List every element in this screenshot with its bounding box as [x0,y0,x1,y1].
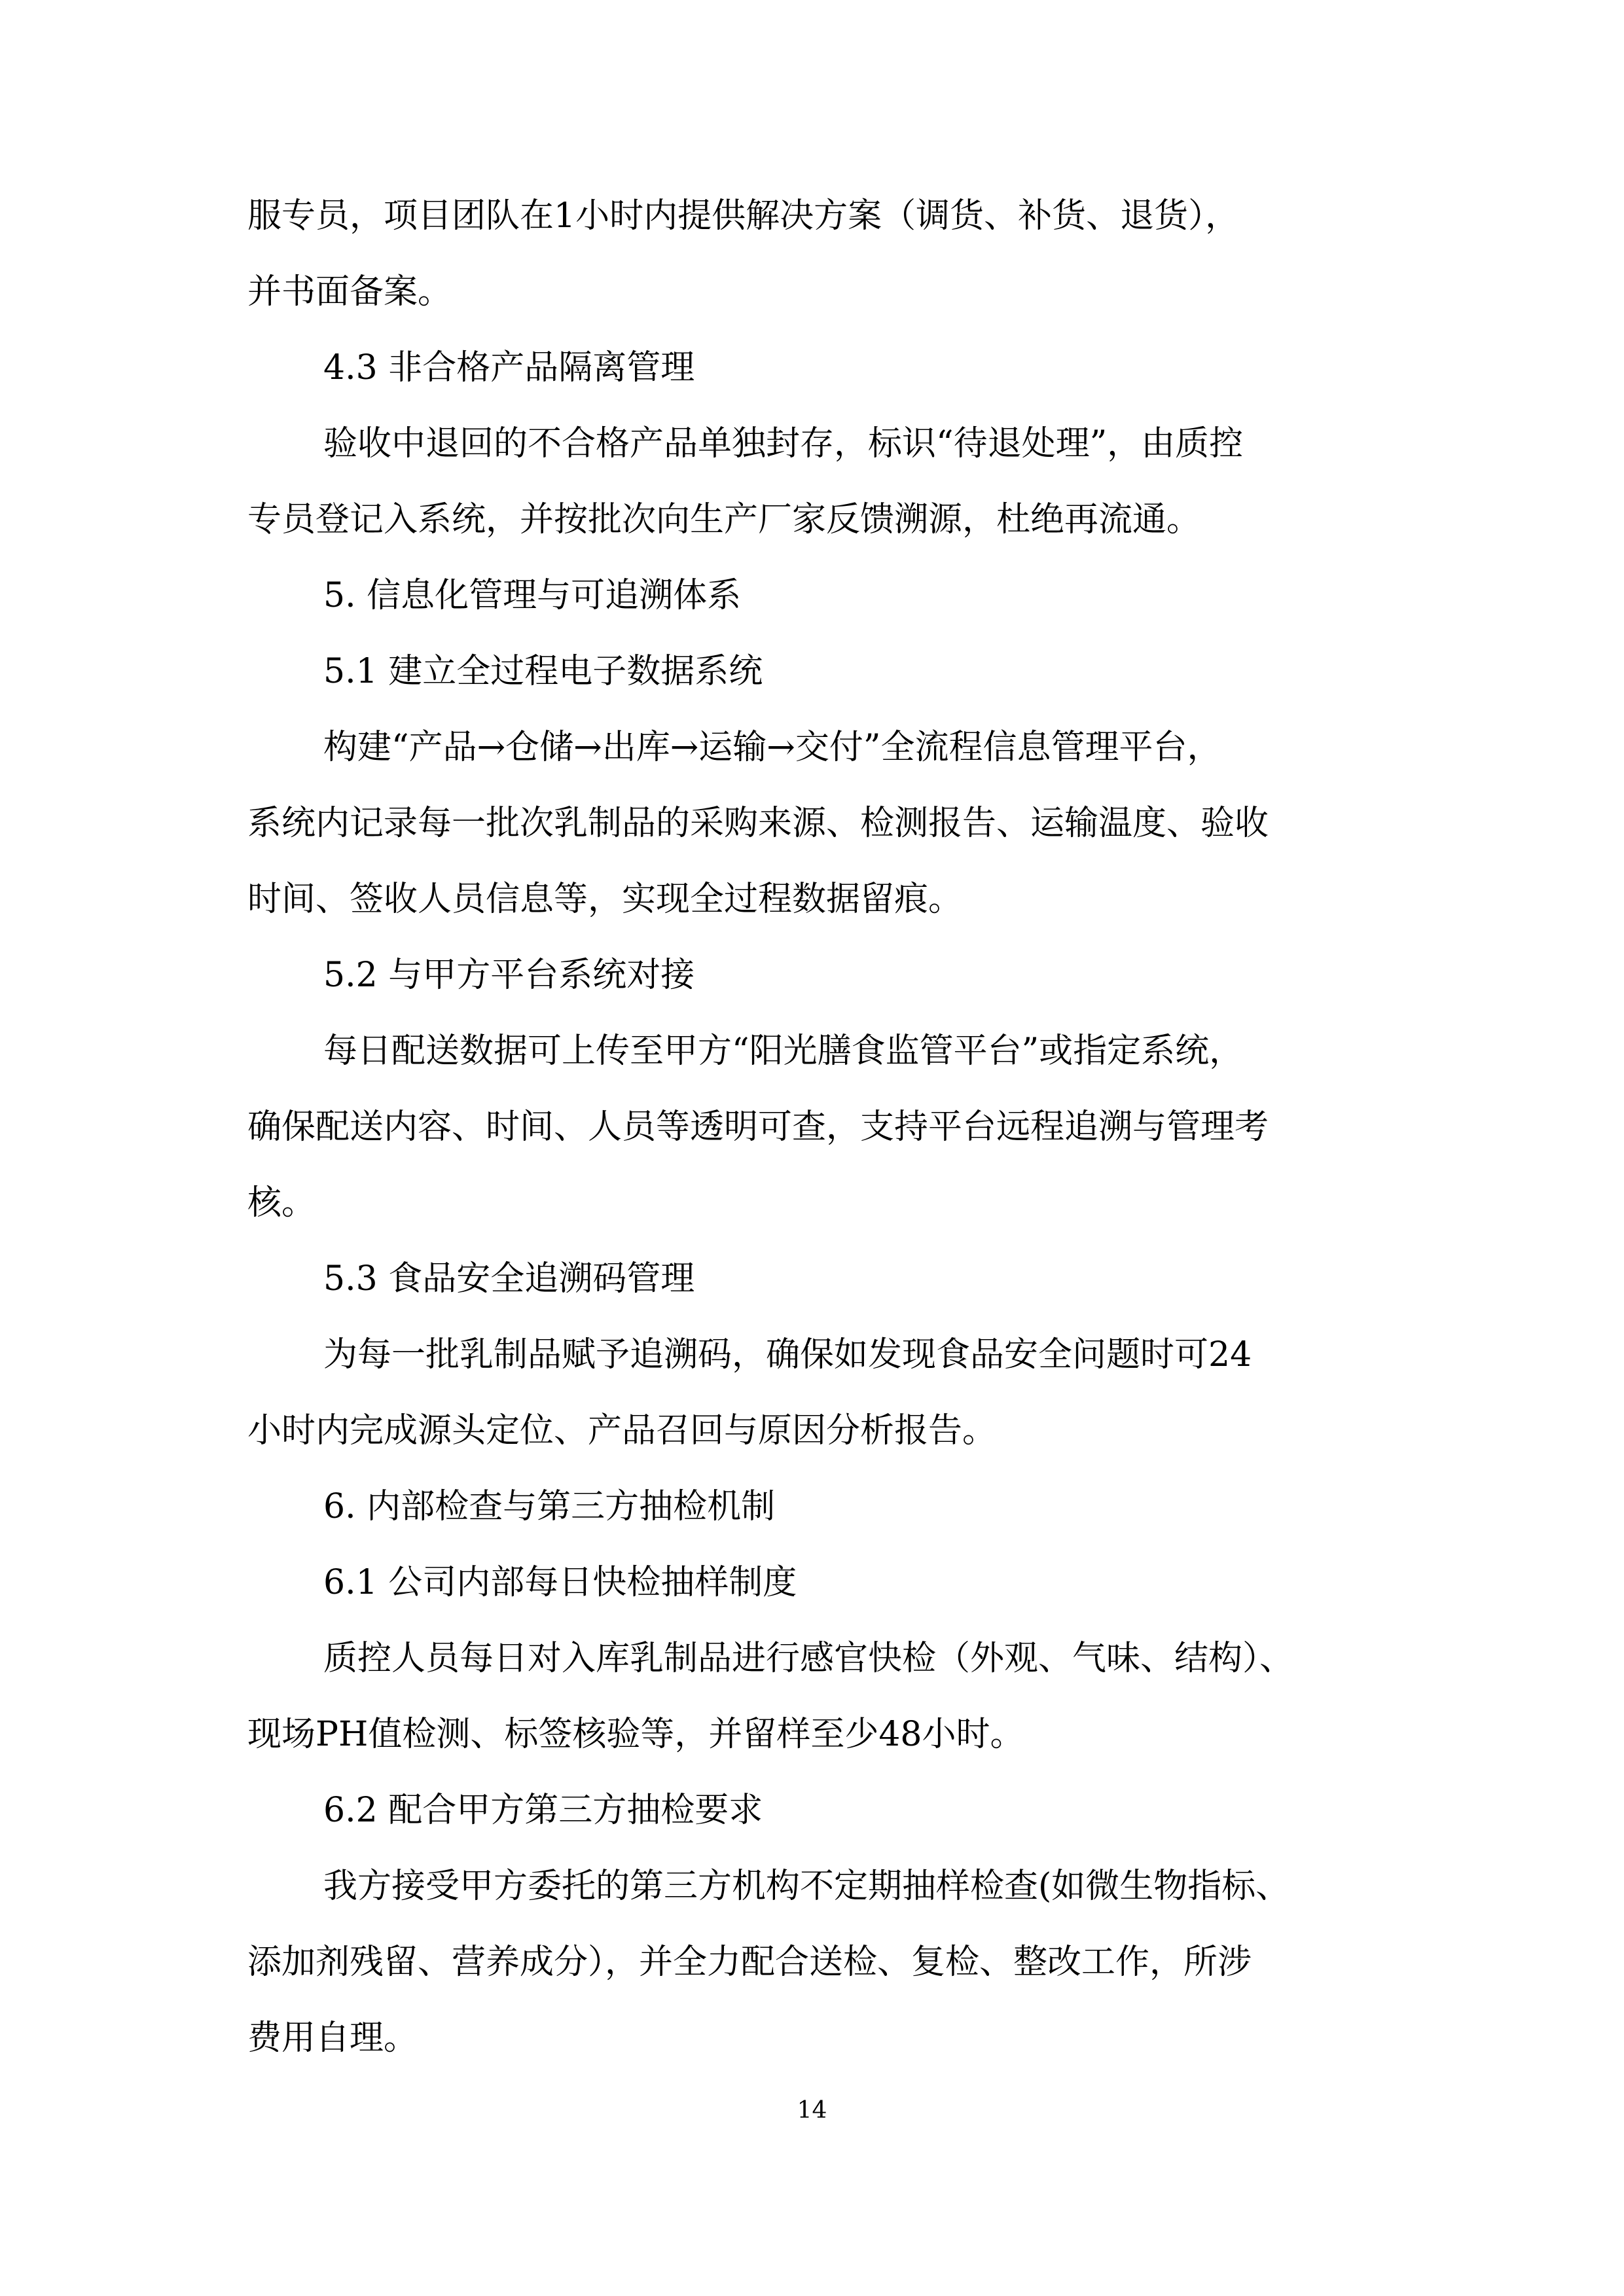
text-line: 小时内完成源头定位、产品召回与原因分析报告。 [247,1411,997,1450]
section-heading: 6.2 配合甲方第三方抽检要求 [323,1791,763,1830]
text-line: 确保配送内容、时间、人员等透明可查，支持平台远程追溯与管理考 [247,1107,1269,1147]
text-line: 为每一批乳制品赋予追溯码，确保如发现食品安全问题时可24 [323,1335,1252,1374]
text-line: 专员登记入系统，并按批次向生产厂家反馈溯源，杜绝再流通。 [247,500,1201,539]
text-line: 现场PH值检测、标签核验等，并留样至少48小时。 [247,1715,1024,1754]
text-line: 时间、签收人员信息等，实现全过程数据留痕。 [247,880,963,919]
text-line: 核。 [247,1183,316,1223]
section-heading: 5.2 与甲方平台系统对接 [323,956,695,995]
text-line: 验收中退回的不合格产品单独封存，标识“待退处理”，由质控 [323,424,1244,463]
text-line: 服专员，项目团队在1小时内提供解决方案（调货、补货、退货）， [247,196,1240,236]
section-heading: 4.3 非合格产品隔离管理 [323,348,695,387]
text-line: 构建“产品→仓储→出库→运输→交付”全流程信息管理平台， [323,728,1221,767]
section-heading: 6.1 公司内部每日快检抽样制度 [323,1563,797,1602]
text-line: 费用自理。 [247,2018,418,2058]
text-line: 并书面备案。 [247,272,452,312]
text-line: 我方接受甲方委托的第三方机构不定期抽样检查(如微生物指标、 [323,1867,1290,1906]
text-line: 系统内记录每一批次乳制品的采购来源、检测报告、运输温度、验收 [247,804,1269,843]
section-heading: 5. 信息化管理与可追溯体系 [323,576,742,615]
text-line: 添加剂残留、营养成分），并全力配合送检、复检、整改工作，所涉 [247,1943,1252,1982]
section-heading: 5.1 建立全过程电子数据系统 [323,652,763,691]
section-heading: 6. 内部检查与第三方抽检机制 [323,1487,776,1526]
body-text [247,178,1394,2076]
page-number: 14 [797,2097,827,2124]
text-line: 质控人员每日对入库乳制品进行感官快检（外观、气味、结构）、 [323,1639,1294,1678]
section-heading: 5.3 食品安全追溯码管理 [323,1259,695,1299]
text-line: 每日配送数据可上传至甲方“阳光膳食监管平台”或指定系统， [323,1031,1244,1071]
